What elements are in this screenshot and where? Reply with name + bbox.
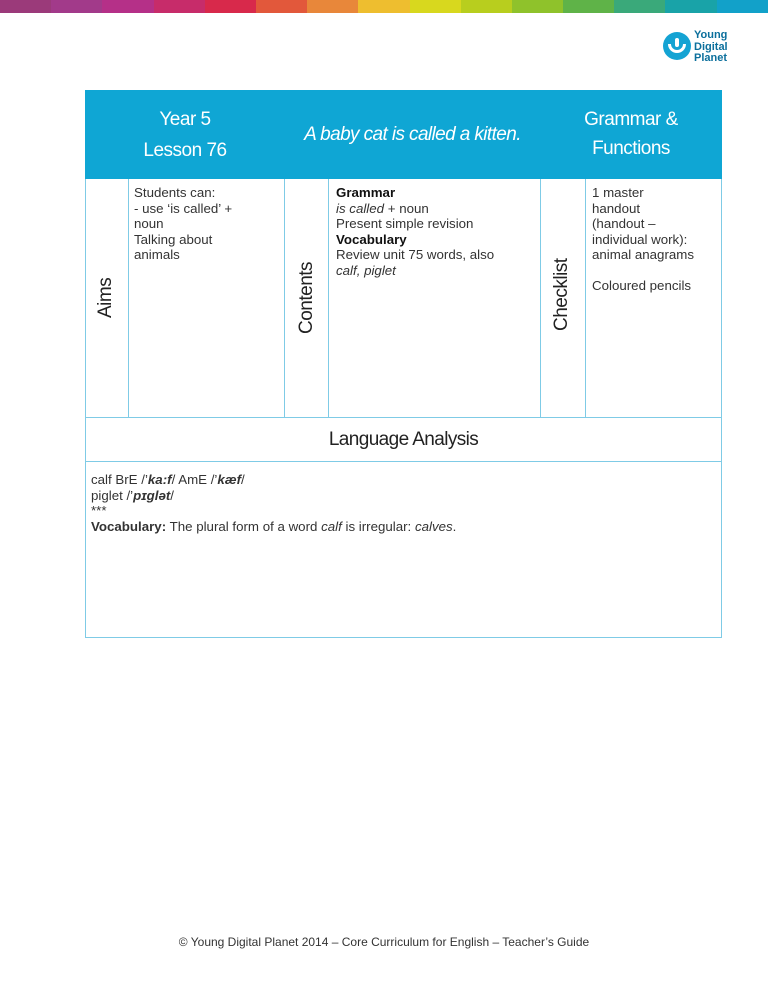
smile-logo-icon	[663, 32, 691, 60]
stripe-segment	[358, 0, 409, 13]
calf-pronunciation: calf BrE /’ka:f/ AmE /’kæf/	[91, 472, 245, 487]
grammar-heading: Grammar	[336, 185, 396, 200]
stripe-segment	[307, 0, 358, 13]
table-border-bottom	[85, 637, 722, 638]
col-divider	[328, 179, 329, 417]
year-lesson-cell	[85, 90, 285, 179]
vocabulary-note: Vocabulary: The plural form of a word calf is irregular: calves.	[91, 518, 457, 534]
table-border-left	[85, 179, 86, 638]
language-analysis-heading: Language Analysis	[328, 429, 479, 450]
stripe-segment	[614, 0, 665, 13]
row-divider	[85, 461, 722, 462]
checklist-content: 1 master handout (handout – individual work): animal anagrams Coloured pencils	[592, 185, 694, 293]
lesson-label: Lesson 76	[143, 140, 227, 161]
stripe-segment	[154, 0, 205, 13]
col-divider	[585, 179, 586, 417]
language-analysis-content	[91, 472, 456, 534]
row-divider	[85, 417, 722, 418]
stripe-segment	[410, 0, 461, 13]
table-border-right	[721, 179, 722, 638]
stripe-segment	[717, 0, 768, 13]
contents-label: Contents	[296, 261, 317, 334]
grammar-functions-cell: Grammar & Functions	[584, 109, 678, 159]
page-footer: © Young Digital Planet 2014 – Core Curriculum for English – Teacher’s Guide	[178, 935, 590, 949]
lesson-header	[85, 90, 722, 179]
company-logo	[663, 30, 727, 70]
stripe-segment	[512, 0, 563, 13]
stripe-segment	[563, 0, 614, 13]
checklist-label: Checklist	[551, 258, 572, 331]
stripe-segment	[102, 0, 153, 13]
stripe-segment	[461, 0, 512, 13]
logo-text: Young Digital Planet	[694, 29, 728, 64]
lesson-title-cell	[285, 90, 540, 179]
piglet-pronunciation: piglet /’pɪglət/	[91, 487, 174, 503]
contents-content: Grammar is called + noun Present simple revision Vocabulary Review unit 75 words, also calf, piglet	[336, 185, 495, 278]
separator-stars: ***	[91, 503, 107, 518]
stripe-segment	[0, 0, 51, 13]
stripe-segment	[665, 0, 716, 13]
lesson-title: A baby cat is called a kitten.	[304, 124, 521, 145]
col-divider	[540, 179, 541, 417]
stripe-segment	[51, 0, 102, 13]
col-divider	[284, 179, 285, 417]
year-label: Year 5	[159, 109, 211, 130]
stripe-segment	[256, 0, 307, 13]
stripe-segment	[205, 0, 256, 13]
aims-label: Aims	[95, 277, 116, 318]
color-stripe	[0, 0, 768, 13]
col-divider	[128, 179, 129, 417]
vocabulary-heading: Vocabulary	[336, 231, 407, 247]
aims-content: Students can: - use ‘is called’ + noun Talking about animals	[134, 185, 233, 262]
